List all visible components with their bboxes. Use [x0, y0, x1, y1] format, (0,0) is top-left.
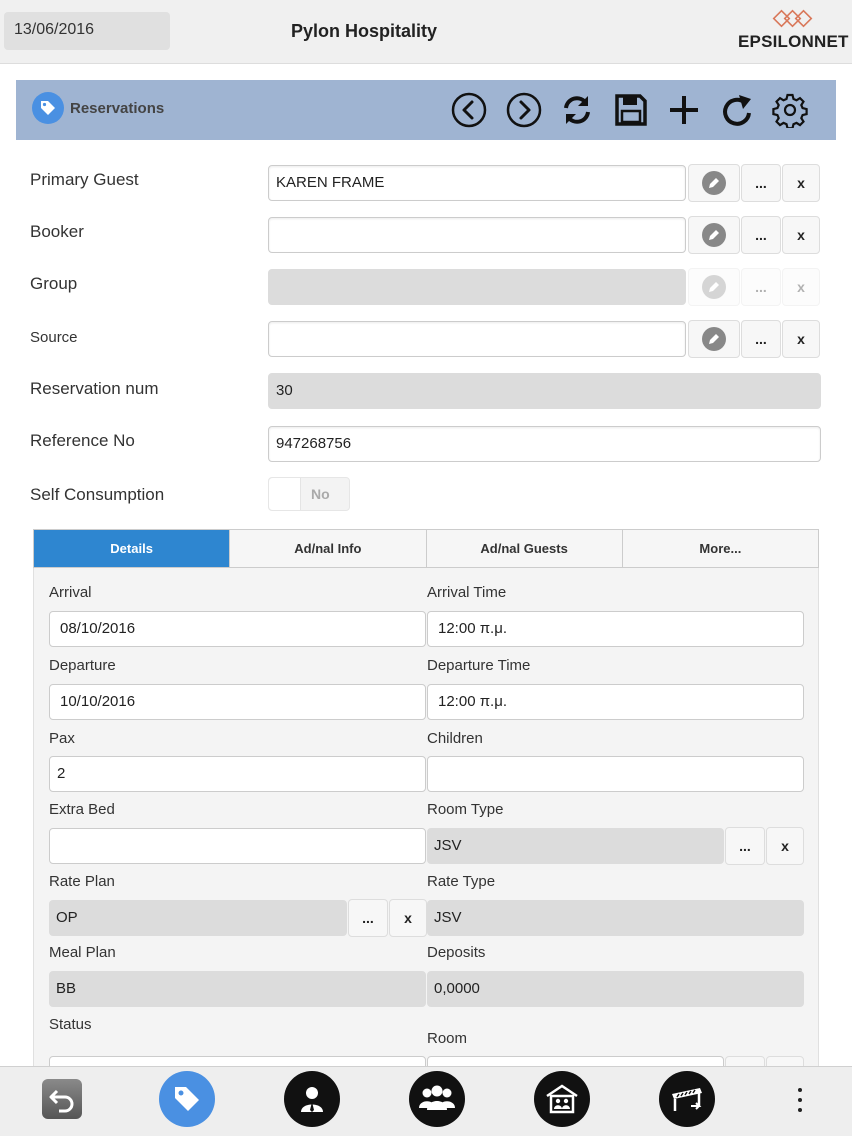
departure-label: Departure — [49, 657, 116, 674]
more-icon-dot — [798, 1108, 802, 1112]
nav-groups[interactable] — [409, 1071, 465, 1127]
self-consumption-value: No — [311, 486, 330, 502]
redo-button[interactable] — [717, 90, 757, 130]
rate-plan-field: OP — [49, 900, 347, 936]
source-clear-button[interactable]: x — [782, 320, 820, 358]
rate-plan-lookup-button[interactable]: ... — [348, 899, 388, 937]
nav-guest[interactable] — [284, 1071, 340, 1127]
primary-guest-clear-button[interactable]: x — [782, 164, 820, 202]
pax-field[interactable]: 2 — [49, 756, 426, 792]
reference-no-field[interactable]: 947268756 — [268, 426, 821, 462]
toggle-knob — [269, 478, 301, 510]
self-consumption-toggle[interactable] — [268, 477, 350, 511]
pencil-icon — [702, 327, 726, 351]
module-title: Reservations — [70, 100, 165, 117]
more-icon — [798, 1088, 802, 1092]
tab-adnal-guests[interactable]: Ad/nal Guests — [427, 530, 623, 567]
pencil-icon — [702, 171, 726, 195]
rate-plan-clear-button[interactable]: x — [389, 899, 427, 937]
extra-bed-label: Extra Bed — [49, 801, 115, 818]
booker-label: Booker — [30, 222, 84, 241]
source-label: Source — [30, 329, 78, 346]
room-type-label: Room Type — [427, 801, 504, 818]
module-header — [16, 80, 836, 140]
refresh-icon — [560, 93, 594, 127]
settings-button[interactable] — [770, 90, 810, 130]
refresh-button[interactable] — [557, 90, 597, 130]
rate-plan-label: Rate Plan — [49, 873, 115, 890]
deposits-label: Deposits — [427, 944, 486, 961]
primary-guest-label: Primary Guest — [30, 170, 139, 189]
meal-plan-field: BB — [49, 971, 426, 1007]
back-icon — [48, 1085, 76, 1113]
nav-reception[interactable] — [659, 1071, 715, 1127]
reservation-num-label: Reservation num — [30, 379, 159, 398]
save-button[interactable] — [611, 90, 651, 130]
guest-icon — [297, 1084, 327, 1114]
back-button[interactable] — [42, 1079, 82, 1119]
more-menu-button[interactable] — [790, 1085, 810, 1115]
group-lookup-button: ... — [741, 268, 781, 306]
settings-icon — [772, 92, 808, 128]
more-icon-dot — [798, 1098, 802, 1102]
date-display[interactable]: 13/06/2016 — [4, 12, 170, 50]
add-button[interactable] — [664, 90, 704, 130]
booker-lookup-button[interactable]: ... — [741, 216, 781, 254]
departure-time-field[interactable]: 12:00 π.μ. — [427, 684, 804, 720]
reference-no-label: Reference No — [30, 431, 135, 450]
group-edit-button — [688, 268, 740, 306]
deposits-field: 0,0000 — [427, 971, 804, 1007]
groups-icon — [417, 1084, 457, 1114]
next-button[interactable] — [504, 90, 544, 130]
brand-logo — [738, 8, 850, 52]
booker-edit-button[interactable] — [688, 216, 740, 254]
arrival-label: Arrival — [49, 584, 92, 601]
reception-icon — [669, 1084, 705, 1114]
rooms-icon — [545, 1084, 579, 1114]
bottom-navigation — [0, 1066, 852, 1136]
room-type-clear-button[interactable]: x — [766, 827, 804, 865]
primary-guest-field[interactable]: KAREN FRAME — [268, 165, 686, 201]
room-type-lookup-button[interactable]: ... — [725, 827, 765, 865]
room-label: Room — [427, 1030, 468, 1047]
primary-guest-edit-button[interactable] — [688, 164, 740, 202]
departure-date-field[interactable]: 10/10/2016 — [49, 684, 426, 720]
redo-icon — [720, 93, 754, 127]
save-icon — [614, 93, 648, 127]
group-clear-button: x — [782, 268, 820, 306]
booker-clear-button[interactable]: x — [782, 216, 820, 254]
source-lookup-button[interactable]: ... — [741, 320, 781, 358]
arrival-date-field[interactable]: 08/10/2016 — [49, 611, 426, 647]
pencil-icon — [702, 275, 726, 299]
status-label: Status — [49, 1016, 92, 1033]
group-label: Group — [30, 274, 78, 293]
extra-bed-field[interactable] — [49, 828, 426, 864]
nav-rooms[interactable] — [534, 1071, 590, 1127]
pencil-icon — [702, 223, 726, 247]
children-label: Children — [427, 730, 483, 747]
top-bar — [0, 0, 852, 64]
arrival-time-label: Arrival Time — [427, 584, 507, 601]
app-title: Pylon Hospitality — [291, 21, 438, 41]
pax-label: Pax — [49, 730, 75, 747]
previous-button[interactable] — [449, 90, 489, 130]
nav-reservations[interactable] — [159, 1071, 215, 1127]
source-field[interactable] — [268, 321, 686, 357]
source-edit-button[interactable] — [688, 320, 740, 358]
arrival-time-field[interactable]: 12:00 π.μ. — [427, 611, 804, 647]
detail-tabs — [33, 529, 819, 568]
primary-guest-lookup-button[interactable]: ... — [741, 164, 781, 202]
next-icon — [506, 92, 542, 128]
meal-plan-label: Meal Plan — [49, 944, 116, 961]
brand-name: EPSILONNET — [738, 32, 849, 51]
group-field — [268, 269, 686, 305]
rate-type-field: JSV — [427, 900, 804, 936]
details-panel — [33, 568, 819, 1068]
tab-more[interactable]: More... — [623, 530, 818, 567]
add-icon — [668, 94, 700, 126]
rate-type-label: Rate Type — [427, 873, 496, 890]
self-consumption-label: Self Consumption — [30, 485, 165, 504]
tag-icon — [32, 92, 64, 124]
booker-field[interactable] — [268, 217, 686, 253]
children-field[interactable] — [427, 756, 804, 792]
tab-adnal-info[interactable]: Ad/nal Info — [230, 530, 426, 567]
previous-icon — [451, 92, 487, 128]
reservations-icon — [172, 1084, 202, 1114]
departure-time-label: Departure Time — [427, 657, 531, 674]
tab-details[interactable]: Details — [34, 530, 230, 567]
brand-mark-icon — [738, 8, 850, 32]
room-type-field: JSV — [427, 828, 724, 864]
reservation-num-field: 30 — [268, 373, 821, 409]
